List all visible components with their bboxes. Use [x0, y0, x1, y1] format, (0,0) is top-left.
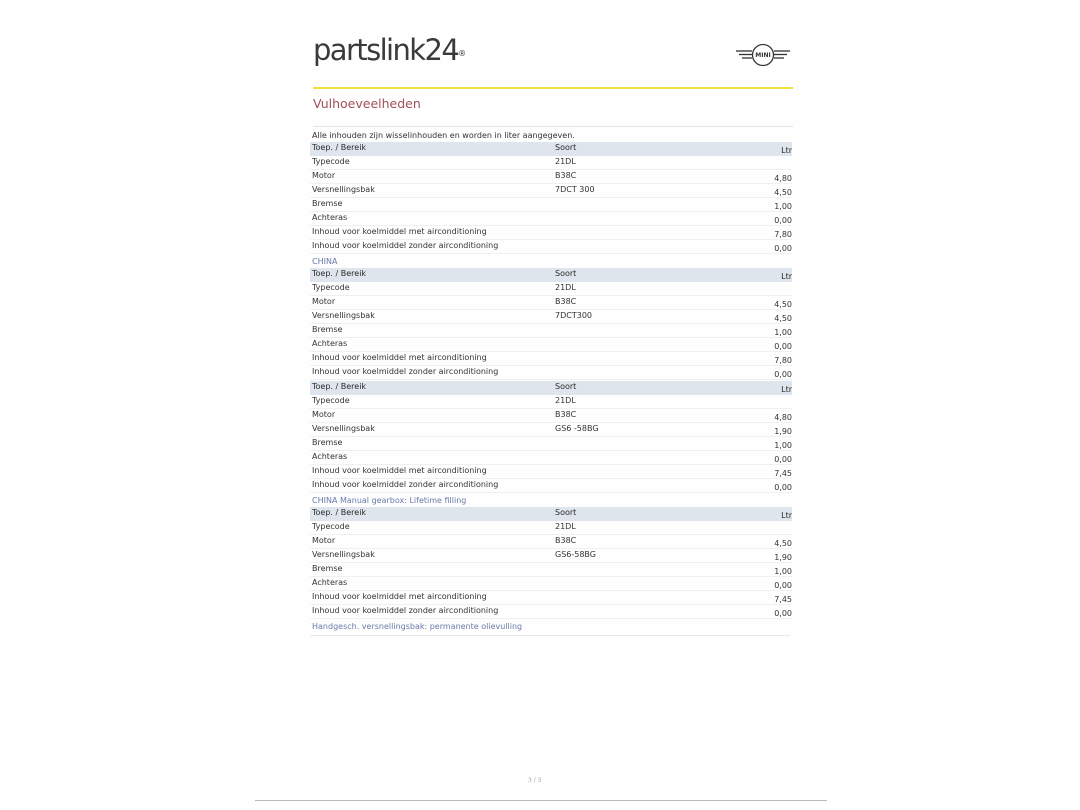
row-label: Typecode — [312, 522, 350, 531]
row-label: Inhoud voor koelmiddel met airconditioning — [312, 592, 487, 601]
brand-text: MINI — [755, 52, 771, 60]
fill-table-2 — [310, 268, 792, 380]
row-label: Motor — [312, 410, 336, 419]
table-row — [310, 170, 792, 184]
row-label: Inhoud voor koelmiddel zonder airconditioning — [312, 606, 499, 615]
row-type: B38C — [555, 171, 577, 180]
table-row — [310, 437, 792, 451]
row-label: Bremse — [312, 564, 343, 573]
row-label: Achteras — [312, 213, 348, 222]
row-label: Motor — [312, 171, 336, 180]
table-row — [310, 577, 792, 591]
table-row — [310, 409, 792, 423]
table-row — [310, 521, 792, 535]
row-liters: 4,50 — [774, 314, 792, 323]
title-divider — [313, 126, 793, 127]
row-label: Inhoud voor koelmiddel met airconditioning — [312, 466, 487, 475]
table-row — [310, 423, 792, 437]
table-row — [310, 156, 792, 170]
row-liters — [705, 395, 792, 398]
page-bottom-edge — [255, 800, 827, 801]
row-liters: 7,45 — [774, 595, 792, 604]
row-liters: 0,00 — [774, 483, 792, 492]
row-type: 7DCT300 — [555, 311, 592, 320]
row-liters: 1,90 — [774, 553, 792, 562]
row-label: Versnellingsbak — [312, 311, 375, 320]
table-row — [310, 212, 792, 226]
row-liters: 0,00 — [774, 370, 792, 379]
table-header — [310, 381, 792, 395]
col-header-liters: Ltr — [781, 146, 792, 155]
table-row — [310, 184, 792, 198]
row-type: GS6 -58BG — [555, 424, 599, 433]
header-accent-rule — [313, 87, 793, 89]
row-liters: 4,80 — [774, 413, 792, 422]
row-liters — [705, 282, 792, 285]
row-type: B38C — [555, 410, 577, 419]
col-header-application: Toep. / Bereik — [312, 382, 367, 391]
table-row — [310, 324, 792, 338]
table-row — [310, 591, 792, 605]
row-type: GS6-58BG — [555, 550, 596, 559]
row-liters: 7,80 — [774, 230, 792, 239]
row-liters: 1,00 — [774, 441, 792, 450]
row-label: Motor — [312, 536, 336, 545]
table-header — [310, 142, 792, 156]
row-liters: 0,00 — [774, 342, 792, 351]
row-type: B38C — [555, 536, 577, 545]
row-label: Inhoud voor koelmiddel zonder airconditioning — [312, 241, 499, 250]
table-row — [310, 535, 792, 549]
row-label: Typecode — [312, 396, 350, 405]
fill-table-3 — [310, 381, 792, 493]
table-row — [310, 549, 792, 563]
col-header-type: Soort — [555, 382, 577, 391]
table-row — [310, 338, 792, 352]
fill-table-4 — [310, 507, 792, 619]
row-type: 21DL — [555, 396, 576, 405]
row-liters: 1,00 — [774, 328, 792, 337]
row-liters: 4,50 — [774, 300, 792, 309]
col-header-liters: Ltr — [781, 511, 792, 520]
row-liters: 7,45 — [774, 469, 792, 478]
row-liters: 0,00 — [774, 581, 792, 590]
table-header — [310, 507, 792, 521]
logo-text: partslink24 — [313, 33, 459, 67]
row-label: Versnellingsbak — [312, 185, 375, 194]
table-row — [310, 395, 792, 409]
table-row — [310, 198, 792, 212]
row-label: Inhoud voor koelmiddel zonder airconditioning — [312, 367, 499, 376]
table-row — [310, 605, 792, 619]
table-row — [310, 226, 792, 240]
row-type: 7DCT 300 — [555, 185, 595, 194]
row-label: Achteras — [312, 452, 348, 461]
row-type: 21DL — [555, 283, 576, 292]
fill-quantities-content — [310, 129, 792, 636]
col-header-type: Soort — [555, 269, 577, 278]
intro-note: Alle inhouden zijn wisselinhouden en worden in liter aangegeven. — [312, 131, 575, 140]
row-label: Achteras — [312, 339, 348, 348]
col-header-liters: Ltr — [781, 385, 792, 394]
row-liters: 7,80 — [774, 356, 792, 365]
row-liters: 0,00 — [774, 609, 792, 618]
row-label: Typecode — [312, 157, 350, 166]
table-row — [310, 451, 792, 465]
section-label-china-manual: CHINA Manual gearbox: Lifetime filling — [312, 496, 467, 505]
row-liters: 4,50 — [774, 539, 792, 548]
table-row — [310, 310, 792, 324]
row-liters — [705, 521, 792, 524]
row-liters: 1,00 — [774, 567, 792, 576]
table-row — [310, 282, 792, 296]
fill-table-1 — [310, 142, 792, 254]
row-type: 21DL — [555, 522, 576, 531]
row-label: Achteras — [312, 578, 348, 587]
col-header-liters: Ltr — [781, 272, 792, 281]
row-liters — [705, 156, 792, 159]
registered-mark: ® — [458, 49, 467, 58]
col-header-application: Toep. / Bereik — [312, 269, 367, 278]
footer-divider — [310, 635, 790, 636]
row-label: Typecode — [312, 283, 350, 292]
page-number: 3 / 3 — [528, 777, 542, 784]
table-row — [310, 352, 792, 366]
mini-wings-logo-icon — [734, 41, 792, 69]
page-title: Vulhoeveelheden — [313, 96, 421, 111]
col-header-type: Soort — [555, 143, 577, 152]
row-label: Inhoud voor koelmiddel met airconditioning — [312, 353, 487, 362]
row-liters: 4,80 — [774, 174, 792, 183]
table-row — [310, 240, 792, 254]
row-liters: 0,00 — [774, 216, 792, 225]
row-label: Versnellingsbak — [312, 424, 375, 433]
row-liters: 4,50 — [774, 188, 792, 197]
table-header — [310, 268, 792, 282]
row-liters: 1,00 — [774, 202, 792, 211]
row-type: B38C — [555, 297, 577, 306]
row-label: Bremse — [312, 199, 343, 208]
table-row — [310, 479, 792, 493]
col-header-application: Toep. / Bereik — [312, 508, 367, 517]
table-row — [310, 465, 792, 479]
table-row — [310, 296, 792, 310]
row-liters: 0,00 — [774, 455, 792, 464]
row-type: 21DL — [555, 157, 576, 166]
row-label: Bremse — [312, 325, 343, 334]
row-label: Bremse — [312, 438, 343, 447]
row-label: Motor — [312, 297, 336, 306]
row-label: Inhoud voor koelmiddel zonder airconditioning — [312, 480, 499, 489]
row-label: Versnellingsbak — [312, 550, 375, 559]
row-liters: 0,00 — [774, 244, 792, 253]
col-header-application: Toep. / Bereik — [312, 143, 367, 152]
section-label-china: CHINA — [312, 257, 338, 266]
row-label: Inhoud voor koelmiddel met airconditioning — [312, 227, 487, 236]
table-row — [310, 563, 792, 577]
table-row — [310, 366, 792, 380]
row-liters: 1,90 — [774, 427, 792, 436]
footer-note: Handgesch. versnellingsbak: permanente olievulling — [312, 622, 523, 631]
col-header-type: Soort — [555, 508, 577, 517]
partslink24-logo — [313, 30, 466, 70]
